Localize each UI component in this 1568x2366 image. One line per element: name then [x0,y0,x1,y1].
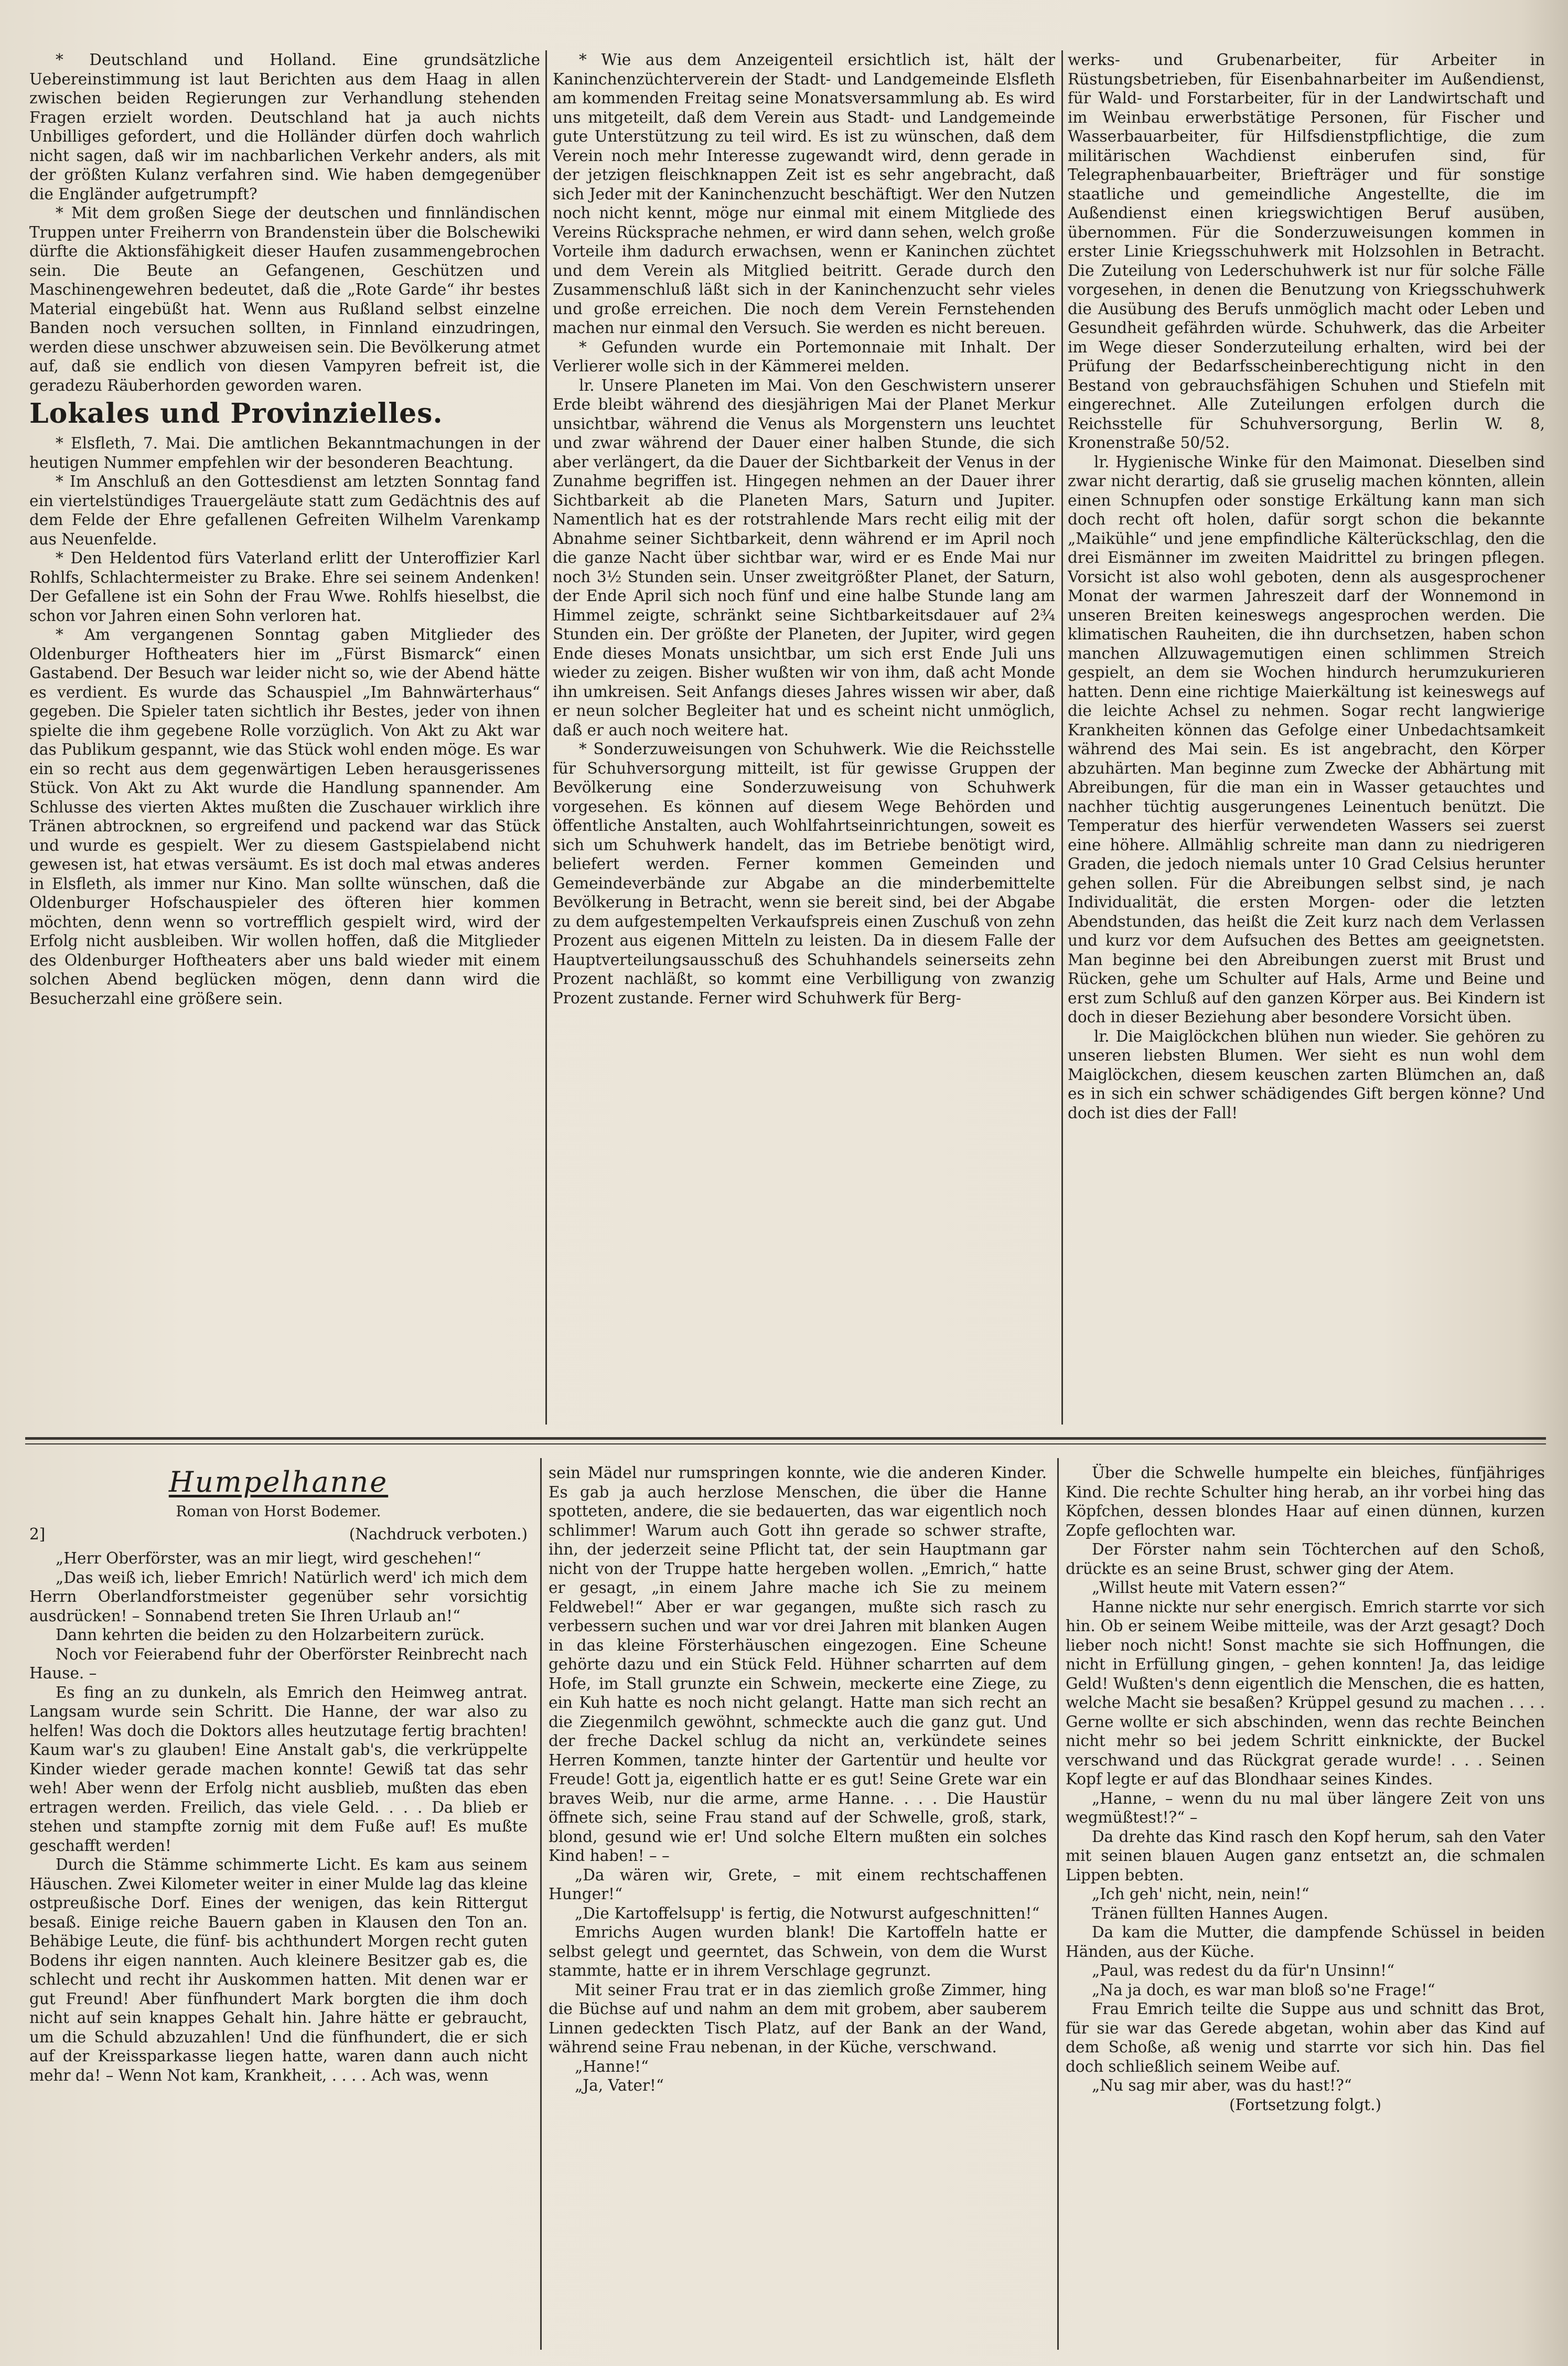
novel-paragraph: „Das weiß ich, lieber Emrich! Natürlich werd' ich mich dem Herrn Oberlandforstmeister gegenüber sehr vorsichtig ausdrücken! – Sonnabend treten Sie Ihren Urlaub an!“ [29,1568,528,1625]
novel-title: Humpelhanne [168,1465,389,1498]
novel-paragraph: Der Förster nahm sein Töchterchen auf den Schoß, drückte es an seine Brust, schwer ging der Atem. [1066,1540,1545,1578]
chapter-number: 2] [29,1525,46,1543]
section-heading-lokales: Lokales und Provinzielles. [29,398,443,430]
novel-paragraph: Tränen füllten Hannes Augen. [1092,1904,1328,1922]
section-divider [25,1437,1546,1440]
novel-paragraph: Über die Schwelle humpelte ein bleiches, fünfjähriges Kind. Die rechte Schulter hing herab, an ihr vorbei hing das Köpfchen, dessen blondes Haar auf einen dünnen, kurzen Zopfe geflochten war. [1066,1464,1545,1539]
novel-paragraph: Da kam die Mutter, die dampfende Schüssel in beiden Händen, aus der Küche. [1066,1923,1545,1961]
novel-paragraph: Frau Emrich teilte die Suppe aus und schnitt das Brot, für sie war das Gerede abgetan, wohin aber das Kind auf dem Schoße, aß wenig und starrte vor sich hin. Das fiel doch schließlich seinem Weibe auf. [1066,2000,1545,2075]
article-schuhwerk-continued: werks- und Grubenarbeiter, für Arbeiter in Rüstungsbetrieben, für Eisenbahnarbeiter im Außendienst, für Wald- und Forstarbeiter, für in der Landwirtschaft und im Weinbau erwerbstätige Personen, für Fischer und Wasserbauarbeiter, für Hilfsdienstpflichtige, die zum militärischen Wachdienst einberufen sind, für Telegraphenbauarbeiter, Briefträger und für sonstige staatliche und gemeindliche Angestellte, die im Außendienst einen kriegswichtigen Beruf ausüben, übernommen. Für die Sonderzuweisungen kommen in erster Linie Kriegsschuhwerk mit Holzsohlen in Betracht. Die Zuteilung von Lederschuhwerk ist nur für solche Fälle vorgesehen, in denen die Benutzung von Kriegsschuhwerk die Ausübung des Berufs unmöglich macht oder Leben und Gesundheit gefährden würde. Schuhwerk, das die Arbeiter im Wege dieser Sonderzuteilung erhalten, wird bei der Prüfung der Bedarfsscheinberechtigung nicht in den Bestand von gebrauchsfähigen Schuhen und Stiefeln mit eingerechnet. Alle Zuteilungen erfolgen durch die Reichsstelle für Schuhversorgung, Berlin W. 8, Kronenstraße 50/52. [1068,51,1545,452]
section-divider-thin [25,1443,1546,1444]
article-holland: * Deutschland und Holland. Eine grundsätzliche Uebereinstimmung ist laut Berichten aus dem Haag in allen zwischen beiden Regierungen zur Verhandlung stehenden Fragen erzielt worden. Deutschland hat ja auch nichts Unbilliges gefordert, und die Holländer dürfen doch wahrlich nicht sagen, daß wir im nachbarlichen Verkehr anders, als mit der größten Kulanz verfahren sind. Wie haben demgegenüber die Engländer aufgetrumpft? [29,51,540,203]
novel-paragraph: „Die Kartoffelsupp' is fertig, die Notwurst aufgeschnitten!“ [575,1904,1040,1922]
novel-paragraph: Hanne nickte nur sehr energisch. Emrich starrte vor sich hin. Ob er seinem Weibe mitteile, was der Arzt gesagt? Doch lieber noch nicht! Sonst machte sie sich Hoffnungen, die nicht in Erfüllung gingen, – gehen konnten! Ja, das leidige Geld! Wußten's denn eigentlich die Menschen, die es hatten, welche Macht sie besaßen? Krüppel gesund zu machen . . . . Gerne wollte er sich abschinden, wenn das rechte Beinchen nicht mehr so bei jedem Schritt einknickte, der Buckel verschwand und das Rückgrat gerade wurde! . . . Seinen Kopf legte er auf das Blondhaar seines Kindes. [1066,1598,1545,1788]
continuation-notice: (Fortsetzung folgt.) [1229,2095,1382,2114]
column-divider-1 [545,50,547,1425]
novel-divider-2 [1057,1458,1059,2350]
top-column-2 [553,50,1055,1430]
novel-paragraph: Da drehte das Kind rasch den Kopf herum, sah den Vater mit seinen blauen Augen ganz entsetzt an, die schmalen Lippen bebten. [1066,1827,1545,1884]
article-finland: * Mit dem großen Siege der deutschen und finnländischen Truppen unter Freiherrn von Brandenstein über die Bolschewiki dürfte die Aktionsfähigkeit dieser Haufen zusammengebrochen sein. Die Beute an Gefangenen, Geschützen und Maschinengewehren bedeutet, daß die „Rote Garde“ ihr bestes Material eingebüßt hat. Wenn aus Rußland selbst einzelne Banden noch versuchen sollten, in Finnland einzudringen, werden diese unschwer abzuweisen sein. Die Bevölkerung atmet auf, daß sie endlich von diesen Vampyren befreit ist, die geradezu Räuberhorden geworden waren. [29,204,540,394]
novel-paragraph: sein Mädel nur rumspringen konnte, wie die anderen Kinder. Es gab ja auch herzlose Menschen, die über die Hanne spotteten, andere, die sie bedauerten, das war eigentlich noch schlimmer! Warum auch Gott ihn gerade so schwer strafte, ihn, der jederzeit seine Pflicht tat, der sein Hauptmann gar nicht von der Truppe hatte hergeben wollen. „Emrich,“ hatte er gesagt, „in einem Jahre mache ich Sie zu meinem Feldwebel!“ Aber er war gegangen, mußte sich rasch zu verbessern suchen und war vor drei Jahren mit blanken Augen in das kleine Försterhäuschen eingezogen. Eine Scheune gehörte dazu und ein Stück Feld. Hühner scharrten auf dem Hofe, im Stall grunzte ein Schwein, meckerte eine Ziege, zu ein Kuh hatte es noch nicht gelangt. Hatte man sich recht an die Ziegenmilch gewöhnt, schmeckte auch die ganz gut. Und der freche Dackel schlug da nicht an, verkündete seines Herren Kommen, tanzte hinter der Gartentür und heulte vor Freude! Gott ja, eigentlich hatte er es gut! Seine Grete war ein braves Weib, nur die arme, arme Hanne. . . . Die Haustür öffnete sich, seine Frau stand auf der Schwelle, groß, stark, blond, gesund wie er! Und solche Eltern mußten ein solches Kind haben! – – [549,1464,1047,1865]
novel-paragraph: „Nu sag mir aber, was du hast!?“ [1092,2076,1352,2094]
chapter-line [29,1525,528,1544]
novel-paragraph: Durch die Stämme schimmerte Licht. Es kam aus seinem Häuschen. Zwei Kilometer weiter in einer Mulde lag das kleine ostpreußische Dorf. Eines der wenigen, das kein Rittergut besaß. Einige reiche Bauern gaben in Klausen den Ton an. Behäbige Leute, die fünf- bis achthundert Morgen recht guten Bodens ihr eigen nannten. Auch kleinere Besitzer gab es, die schlecht und recht ihr Auskommen hatten. Mit denen war er gut Freund! Aber fünfhundert Mark borgten die ihm doch nicht auf sein knappes Gehalt hin. Jahre hätte er gebraucht, um die Schuld abzuzahlen! Und die fünfhundert, die er sich auf der Kreissparkasse liegen hatte, waren dann auch nicht mehr da! – Wenn Not kam, Krankheit, . . . . Ach was, wenn [29,1856,528,2084]
reprint-notice: (Nachdruck verboten.) [349,1525,528,1543]
novel-paragraph: „Ja, Vater!“ [575,2076,664,2094]
novel-column-2 [549,1463,1047,2355]
column-divider-2 [1061,50,1063,1425]
novel-paragraph: Es fing an zu dunkeln, als Emrich den Heimweg antrat. Langsam wurde sein Schritt. Die Hanne, der war also zu helfen! Was doch die Doktors alles heutzutage fertig brachten! Kaum war's zu glauben! Eine Anstalt gab's, die verkrüppelte Kinder wieder gerade machen konnte! Gewiß tat das sehr weh! Aber wenn der Erfolg nicht ausblieb, mußten das eben ertragen werden. Freilich, das viele Geld. . . . Da blieb er stehen und stampfte zornig mit dem Fuße auf! Es mußte geschafft werden! [29,1683,528,1855]
article-hygiene: lr. Hygienische Winke für den Maimonat. Dieselben sind zwar nicht derartig, daß sie gruselig machen könnten, allein einen Schnupfen oder sonstige Erkältung kann man sich doch recht oft holen, dafür sorgt schon die bekannte „Maikühle“ und jene empfindliche Kälterückschlag, den die drei Eismänner im zweiten Maidrittel zu bringen pflegen. Vorsicht ist also wohl geboten, denn als ausgesprochener Monat der warmen Jahreszeit darf der Wonnemond in unseren Breiten keineswegs angesprochen werden. Die klimatischen Rauheiten, die ihn durchsetzen, haben schon manchen Allzuwagemutigen einen schlimmen Streich gespielt, an dem sie Wochen hindurch herumzukurieren hatten. Denn eine richtige Maierkältung ist keineswegs auf die leichte Achsel zu nehmen. Sogar recht langwierige Krankheiten können das Gefolge einer Unbedachtsamkeit während des Mai sein. Es ist angebracht, den Körper abzuhärten. Man beginne zum Zwecke der Abhärtung mit Abreibungen, für die man ein in Wasser getauchtes und nachher tüchtig ausgerungenes Leinentuch benützt. Die Temperatur des hierfür verwendeten Wassers sei zuerst eine höhere. Allmählig schreite man dann zu niedrigeren Graden, die jedoch niemals unter 10 Grad Celsius herunter gehen sollen. Für die Abreibungen selbst sind, je nach Individualität, die ersten Morgen- oder die letzten Abendstunden, das heißt die Zeit kurz nach dem Verlassen und kurz vor dem Aufsuchen des Bettes am geeignetsten. Man beginne bei den Abreibungen zuerst mit Brust und Rücken, gehe um Schulter auf Hals, Arme und Beine und erst zum Schluß auf den ganzen Körper aus. Bei Kindern ist doch in dieser Beziehung aber besondere Vorsicht üben. [1068,453,1545,1026]
novel-paragraph: Emrichs Augen wurden blank! Die Kartoffeln hatte er selbst gelegt und geerntet, das Schwein, von dem die Wurst stammte, hatte er in ihrem Verschlage gegrunzt. [549,1923,1047,1979]
novel-paragraph: „Ich geh' nicht, nein, nein!“ [1092,1885,1309,1903]
novel-paragraph: Dann kehrten die beiden zu den Holzarbeitern zurück. [56,1626,485,1644]
novel-author: Roman von Horst Bodemer. [176,1503,381,1520]
article-maigloeckchen: lr. Die Maiglöckchen blühen nun wieder. Sie gehören zu unseren liebsten Blumen. Wer sieht es nun wohl dem Maiglöckchen, diesem keuschen zarten Blümchen an, daß es in sich ein schwer schädigendes Gift bergen könne? Und doch ist dies der Fall! [1068,1027,1545,1122]
novel-column-1 [29,1463,528,2355]
novel-column-3 [1066,1463,1545,2355]
article-portemonnaie: * Gefunden wurde ein Portemonnaie mit Inhalt. Der Verlierer wolle sich in der Kämmerei melden. [553,338,1055,375]
article-hoftheater: * Am vergangenen Sonntag gaben Mitglieder des Oldenburger Hoftheaters hier im „Fürst Bismarck“ einen Gastabend. Der Besuch war leider nicht so, wie der Abend hätte es verdient. Es wurde das Schauspiel „Im Bahnwärterhaus“ gegeben. Die Spieler taten sichtlich ihr Bestes, jeder von ihnen spielte die ihm gegebene Rolle vorzüglich. Von Akt zu Akt war das Publikum gespannt, wie das Stück wohl enden möge. Es war ein so recht aus dem gegenwärtigen Leben herausgerissenes Stück. Von Akt zu Akt wurde die Handlung spannender. Am Schlusse des vierten Aktes mußten die Zuschauer wirklich ihre Tränen abtrocknen, so ergreifend und packend war das Stück und wurde es gespielt. Wer zu diesem Gastspielabend nicht gewesen ist, hat etwas versäumt. Es ist doch mal etwas anderes in Elsfleth, als immer nur Kino. Man sollte wünschen, daß die Oldenburger Hofschauspieler des öfteren hier kommen möchten, denn wenn so vortrefflich gespielt wird, wird der Erfolg nicht ausbleiben. Wir wollen hoffen, daß die Mitglieder des Oldenburger Hoftheaters aber uns bald wieder mit einem solchen Abend beglücken mögen, denn dann wird die Besucherzahl eine größere sein. [29,626,540,1008]
novel-paragraph: Mit seiner Frau trat er in das ziemlich große Zimmer, hing die Büchse auf und nahm an dem mit grobem, aber sauberem Linnen gedeckten Tisch Platz, auf der Bank an der Wand, während seine Frau nebenan, in der Küche, verschwand. [549,1980,1047,2056]
article-kaninchen: * Wie aus dem Anzeigenteil ersichtlich ist, hält der Kaninchenzüchterverein der Stadt- und Landgemeinde Elsfleth am kommenden Freitag seine Monatsversammlung ab. Es wird uns mitgeteilt, daß dem Verein aus Stadt- und Landgemeinde gute Unterstützung zu teil wird. Es ist zu wünschen, daß dem Verein noch mehr Interesse zugewandt wird, denn gerade in der jetzigen fleischknappen Zeit ist es sehr angebracht, daß sich Jeder mit der Kaninchenzucht beschäftigt. Wer den Nutzen noch nicht kennt, möge nur einmal mit einem Mitgliede des Vereins Rücksprache nehmen, er wird dann sehen, welch große Vorteile ihm dadurch erwachsen, wenn er Kaninchen züchtet und dem Verein als Mitglied beitritt. Gerade durch den Zusammenschluß läßt sich in der Kaninchenzucht sehr vieles und große erreichen. Die noch dem Verein Fernstehenden machen nur einmal den Versuch. Sie werden es nicht bereuen. [553,51,1055,337]
novel-paragraph: „Hanne, – wenn du nu mal über längere Zeit von uns wegmüßtest!?“ – [1066,1789,1545,1826]
novel-paragraph: „Paul, was redest du da für'n Unsinn!“ [1092,1962,1395,1979]
article-schuhwerk: * Sonderzuweisungen von Schuhwerk. Wie die Reichsstelle für Schuhversorgung mitteilt, ist für gewisse Gruppen der Bevölkerung eine Sonderzuweisung von Schuhwerk vorgesehen. Es können auf diesem Wege Behörden und öffentliche Anstalten, auch Wohlfahrtseinrichtungen, soweit es sich um Schuhwerk handelt, das im Betriebe benötigt wird, beliefert werden. Ferner kommen Gemeinden und Gemeindeverbände zur Abgabe an die minderbemittelte Bevölkerung in Betracht, wenn sie bereit sind, bei der Abgabe zu dem aufgestempelten Verkaufspreis einen Zuschuß von zehn Prozent aus eigenen Mitteln zu leisten. Da in diesem Falle der Hauptverteilungsausschuß des Schuhhandels seinerseits zehn Prozent nachläßt, so kommt eine Verbilligung von zwanzig Prozent zustande. Ferner wird Schuhwerk für Berg- [553,740,1055,1007]
article-trauergelaeute: * Im Anschluß an den Gottesdienst am letzten Sonntag fand ein viertelstündiges Trauergeläute statt zum Gedächtnis des auf dem Felde der Ehre gefallenen Gefreiten Wilhelm Varenkamp aus Neuenfelde. [29,473,540,548]
article-planeten: lr. Unsere Planeten im Mai. Von den Geschwistern unserer Erde bleibt während des diesjährigen Mai der Planet Merkur unsichtbar, während die Venus als Morgenstern uns leuchtet und zwar während der Dauer einer halben Stunde, die sich aber verlängert, da die Dauer der Sichtbarkeit der Venus in der Zunahme begriffen ist. Hingegen nehmen an der Dauer ihrer Sichtbarkeit ab die Planeten Mars, Saturn und Jupiter. Namentlich hat es der rotstrahlende Mars recht eilig mit der Abnahme seiner Sichtbarkeit, denn während er im April noch die ganze Nacht über sichtbar war, wird er es Ende Mai nur noch 3½ Stunden sein. Unser zweitgrößter Planet, der Saturn, der Ende April sich noch fünf und eine halbe Stunde lang am Himmel zeigte, schränkt seine Sichtbarkeitsdauer auf 2¾ Stunden ein. Der größte der Planeten, der Jupiter, wird gegen Ende dieses Monats unsichtbar, um sich erst Ende Juli uns wieder zu zeigen. Bisher wußten wir von ihm, daß acht Monde ihn umkreisen. Seit Anfangs dieses Jahres wissen wir aber, daß er neun solcher Begleiter hat und es scheint nicht unmöglich, daß er auch noch weitere hat. [553,376,1055,739]
novel-paragraph: „Willst heute mit Vatern essen?“ [1092,1579,1346,1597]
novel-paragraph: „Herr Oberförster, was an mir liegt, wird geschehen!“ [56,1549,481,1567]
novel-paragraph: Noch vor Feierabend fuhr der Oberförster Reinbrecht nach Hause. – [29,1645,528,1682]
article-heldentod: * Den Heldentod fürs Vaterland erlitt der Unteroffizier Karl Rohlfs, Schlachtermeister zu Brake. Ehre sei seinem Andenken! Der Gefallene ist ein Sohn der Frau Wwe. Rohlfs hieselbst, die schon vor Jahren einen Sohn verloren hat. [29,549,540,625]
novel-paragraph: „Hanne!“ [575,2057,649,2075]
top-column-3 [1068,50,1545,1430]
novel-paragraph: „Da wären wir, Grete, – mit einem rechtschaffenen Hunger!“ [549,1866,1047,1903]
novel-divider-1 [540,1458,542,2350]
top-column-1 [29,50,540,1430]
article-elsfleth: * Elsfleth, 7. Mai. Die amtlichen Bekanntmachungen in der heutigen Nummer empfehlen wir der besonderen Beachtung. [29,434,540,472]
novel-paragraph: „Na ja doch, es war man bloß so'ne Frage!“ [1092,1980,1435,1999]
